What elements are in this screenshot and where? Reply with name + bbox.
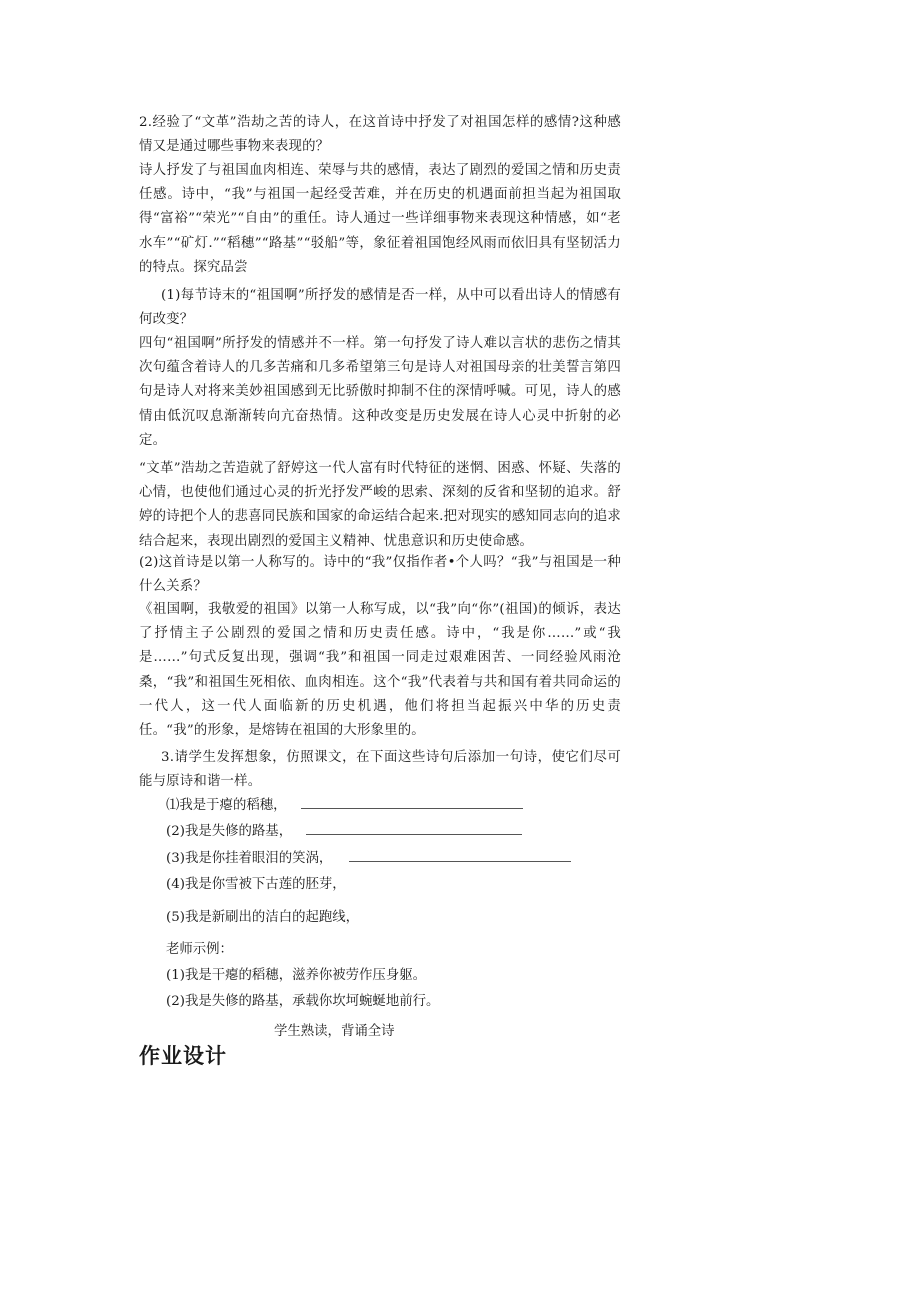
- homework-heading: 作业设计: [139, 1044, 227, 1068]
- poem-line-text: (2)我是失修的路基，: [166, 824, 293, 839]
- poem-line-text: (5)我是新刷出的洁白的起跑线，: [166, 910, 360, 925]
- poem-line-2: [166, 821, 522, 843]
- poem-line-3: [166, 848, 571, 870]
- explore-question-1: (1)每节诗末的“祖国啊”所抒发的感情是否一样，从中可以看出诗人的情感有何改变？: [139, 288, 621, 328]
- explore-answer-1-extra: “文革”浩劫之苦造就了舒婷这一代人富有时代特征的迷惘、困惑、怀疑、失落的心情，也使他们通过心灵的折光抒发严峻的思索、深刻的反省和坚韧的追求。舒婷的诗把个人的悲喜同民族和国家的命运结合起来.把对现实的感知同志向的追求结合起来，表现出剧烈的爱国主义精神、忧患意识和历史使命感。: [139, 461, 621, 549]
- poem-line-1: [166, 795, 523, 817]
- poem-line-text: (4)我是你雪被下古莲的胚芽，: [166, 877, 346, 892]
- answer-2: 诗人抒发了与祖国血肉相连、荣辱与共的感情，表达了剧烈的爱国之情和历史责任感。诗中，“我”与祖国一起经受苦难，并在历史的机遇面前担当起为祖国取得“富裕”“荣光”“自由”的重任。诗人通过一些详细事物来表现这种情感，如“老水车”“矿灯.”“稻穗”“路基”“驳船”等，象征着祖国饱经风雨而依旧具有坚韧活力的特点。探究品尝: [139, 163, 621, 275]
- closing-instruction: 学生熟读，背诵全诗: [274, 1024, 395, 1039]
- poem-line-text: (3)我是你挂着眼泪的笑涡，: [166, 851, 333, 866]
- question-3: 3.请学生发挥想象，仿照课文，在下面这些诗句后添加一句诗，使它们尽可能与原诗和谐一样。: [139, 750, 621, 790]
- question-2: 2.经验了“文革”浩劫之苦的诗人，在这首诗中抒发了对祖国怎样的感情?这种感情又是通过哪些事物来表现的？: [139, 115, 621, 155]
- example-title: 老师示例：: [166, 942, 233, 957]
- answer-blank-1[interactable]: [301, 796, 523, 809]
- explore-answer-2: 《祖国啊，我敬爱的祖国》以第一人称写成，以“我”向“你”(祖国)的倾诉，表达了抒情主子公剧烈的爱国之情和历史责任感。诗中，“我是你……”或“我是……”句式反复出现，强调“我”和祖国一同走过艰难困苦、一同经验风雨沧桑，“我”和祖国生死相依、血肉相连。这个“我”代表着与共和国有着共同命运的一代人，这一代人面临新的历史机遇，他们将担当起振兴中华的历史责任。“我”的形象，是熔铸在祖国的大形象里的。: [139, 602, 621, 739]
- poem-line-text: ⑴我是于瘪的稻穗，: [166, 798, 287, 813]
- answer-blank-3[interactable]: [349, 849, 571, 862]
- example-line-2: (2)我是失修的路基，承载你坎坷蜿蜒地前行。: [166, 994, 440, 1009]
- explore-question-2: (2)这首诗是以第一人称写的。诗中的“我”仅指作者•个人吗？“我”与祖国是一种什么关系？: [139, 555, 621, 595]
- answer-blank-2[interactable]: [306, 822, 522, 835]
- poem-line-5: [166, 907, 359, 929]
- example-line-1: (1)我是干瘪的稻穗，滋养你被劳作压身躯。: [166, 968, 426, 983]
- poem-line-4: [166, 874, 346, 896]
- explore-answer-1: 四句“祖国啊”所抒发的情感并不一样。第一句抒发了诗人难以言状的悲伤之情其次句蕴含着诗人的几多苦痛和几多希望第三句是诗人对祖国母亲的壮美誓言第四句是诗人对将来美妙祖国感到无比骄傲时抑制不住的深情呼喊。可见，诗人的感情由低沉叹息渐渐转向亢奋热情。这种改变是历史发展在诗人心灵中折射的必定。: [139, 336, 621, 448]
